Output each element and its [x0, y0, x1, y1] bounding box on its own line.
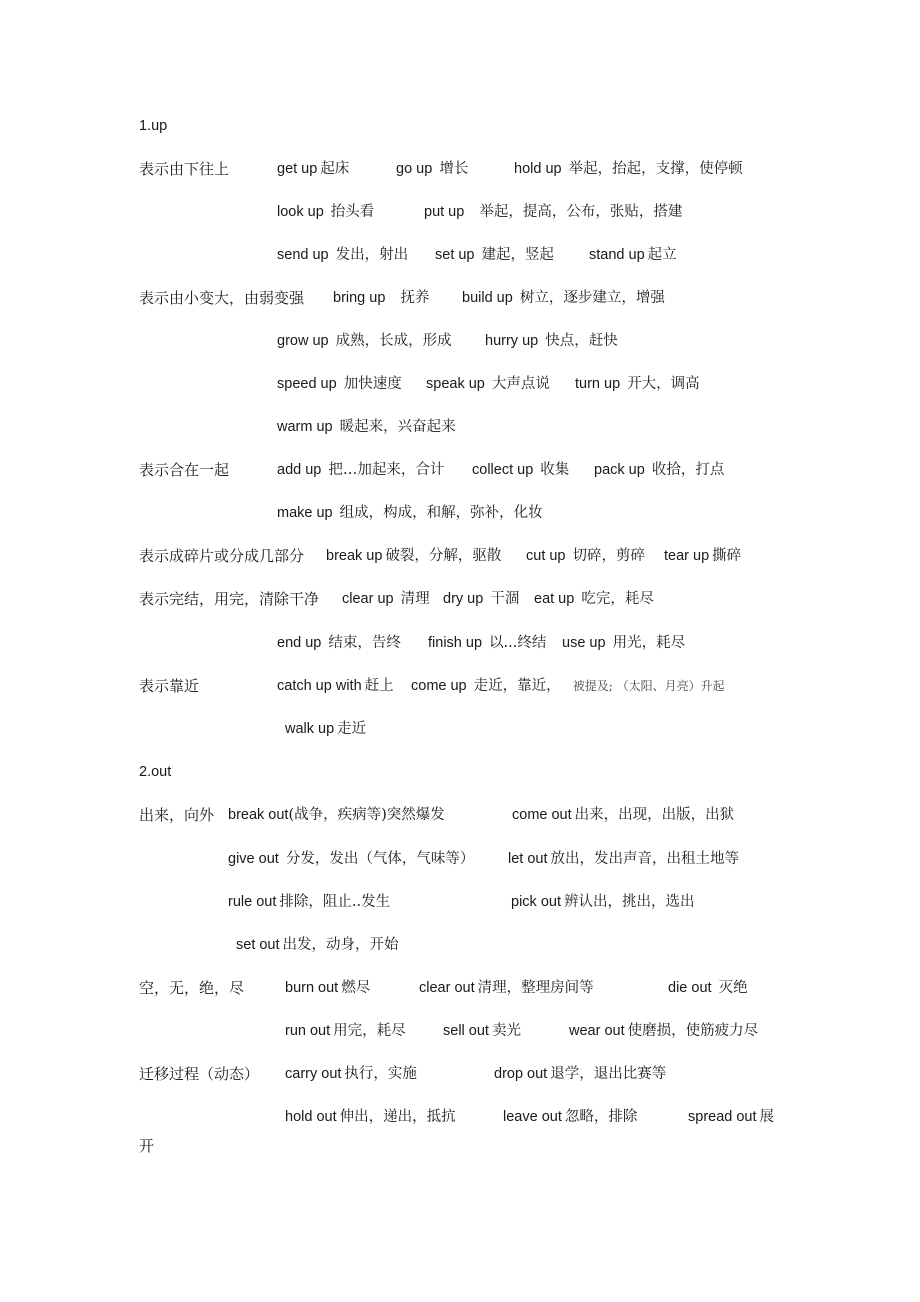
phrase-line — [277, 501, 543, 525]
phrase-line — [508, 847, 739, 871]
phrase-en: come up — [411, 678, 467, 694]
phrase-zh: 赶上 — [364, 678, 394, 694]
phrase-line — [277, 372, 402, 396]
wrapped-text: 开 — [139, 1137, 155, 1155]
phrase-line — [396, 157, 468, 181]
phrase-zh: 退学，退出比赛等 — [550, 1066, 667, 1082]
phrase-en: pack up — [594, 462, 645, 478]
phrase-line — [277, 458, 444, 482]
phrase-zh: 大声点说 — [491, 376, 550, 392]
phrase-zh: 灭绝 — [718, 980, 748, 996]
phrase-line — [228, 803, 445, 827]
phrase-en: stand up — [589, 247, 645, 263]
phrase-zh: 快点，赶快 — [545, 333, 618, 349]
category-label: 表示成碎片或分成几部分 — [139, 547, 305, 565]
phrase-line — [426, 372, 550, 396]
phrase-en: carry out — [285, 1066, 342, 1082]
phrase-zh: 开大，调高 — [627, 376, 700, 392]
phrase-zh: 抚养 — [400, 290, 430, 306]
phrase-en: pick out — [511, 894, 561, 910]
phrase-zh: 辨认出，挑出，选出 — [563, 894, 695, 910]
phrase-zh: 清理，整理房间等 — [477, 980, 594, 996]
phrase-zh: 分发，发出（气体，气味等） — [285, 851, 475, 867]
phrase-zh: 忽略，排除 — [564, 1109, 638, 1125]
phrase-en: clear out — [419, 980, 475, 996]
category-label: 空，无，绝，尽 — [139, 979, 245, 997]
phrase-zh: 走近，靠近， — [473, 678, 561, 694]
phrase-line — [277, 674, 394, 698]
phrase-line — [285, 1019, 406, 1043]
phrase-en: drop out — [494, 1066, 548, 1082]
phrase-line — [277, 329, 452, 353]
phrase-line — [285, 717, 366, 741]
category-label: 表示靠近 — [139, 677, 200, 695]
category-label: 迁移过程（动态） — [139, 1065, 260, 1083]
category-label: 表示由下往上 — [139, 160, 230, 178]
phrase-zh: 使磨损，使筋疲力尽 — [627, 1023, 759, 1039]
phrase-zh: 暖起来，兴奋起来 — [339, 419, 456, 435]
phrase-zh: 成熟，长成，形成 — [335, 333, 452, 349]
phrase-line — [569, 1019, 758, 1043]
phrase-zh: 走近 — [337, 721, 367, 737]
phrase-line — [326, 544, 501, 568]
phrase-zh: 发出，射出 — [335, 247, 409, 263]
phrase-en: wear out — [569, 1023, 625, 1039]
phrase-en: cut up — [526, 548, 566, 564]
phrase-line — [424, 200, 682, 224]
phrase-line — [342, 587, 430, 611]
phrase-zh: 切碎，剪碎 — [572, 548, 646, 564]
phrase-zh: 增长 — [439, 161, 469, 177]
phrase-line — [419, 976, 594, 1000]
phrase-zh: 收集 — [540, 462, 570, 478]
phrase-zh: 加快速度 — [343, 376, 402, 392]
phrase-line — [512, 803, 734, 827]
phrase-zh: 破裂，分解，驱散 — [385, 548, 502, 564]
phrase-en: eat up — [534, 591, 575, 607]
phrase-en: look up — [277, 204, 324, 220]
phrase-en: go up — [396, 161, 433, 177]
phrase-en: set out — [236, 937, 280, 953]
phrase-line — [228, 847, 474, 871]
phrase-zh: 树立，逐步建立，增强 — [519, 290, 665, 306]
phrase-en: use up — [562, 635, 606, 651]
phrase-en: set up — [435, 247, 475, 263]
phrase-en: hurry up — [485, 333, 539, 349]
phrase-en: finish up — [428, 635, 483, 651]
phrase-line — [514, 157, 743, 181]
phrase-zh: 放出，发出声音，出租土地等 — [550, 851, 739, 867]
phrase-zh: 卖光 — [491, 1023, 521, 1039]
phrase-en: warm up — [277, 419, 333, 435]
phrase-zh: 出来，出现，出版，出狱 — [574, 807, 735, 823]
phrase-en: rule out — [228, 894, 277, 910]
phrase-en: leave out — [503, 1109, 562, 1125]
phrase-line — [575, 372, 700, 396]
phrase-zh: 起床 — [320, 161, 350, 177]
phrase-en: bring up — [333, 290, 386, 306]
phrase-zh: 建起，竖起 — [481, 247, 555, 263]
phrase-en: tear up — [664, 548, 710, 564]
phrase-line — [277, 243, 408, 267]
phrase-line — [277, 200, 374, 224]
phrase-zh: 举起，提高，公布，张贴，搭建 — [479, 204, 683, 220]
phrase-zh: 把…加起来，合计 — [328, 462, 445, 478]
phrase-en: run out — [285, 1023, 331, 1039]
phrase-zh: 起立 — [647, 247, 677, 263]
phrase-en: make up — [277, 505, 333, 521]
phrase-en: put up — [424, 204, 465, 220]
phrase-zh: 燃尽 — [341, 980, 371, 996]
phrase-zh: 干涸 — [490, 591, 520, 607]
phrase-line — [228, 890, 390, 914]
phrase-zh: 以...终结 — [489, 635, 547, 651]
phrase-line — [526, 544, 645, 568]
section-heading-out: 2.out — [139, 764, 172, 780]
phrase-en: get up — [277, 161, 318, 177]
phrase-line — [534, 587, 654, 611]
phrase-line — [285, 1105, 456, 1129]
phrase-en: sell out — [443, 1023, 489, 1039]
phrase-zh: 收拾，打点 — [651, 462, 725, 478]
phrase-line — [511, 890, 694, 914]
section-heading-up: 1.up — [139, 118, 168, 134]
phrase-zh: 组成，构成，和解，弥补，化妆 — [339, 505, 543, 521]
phrase-zh: 举起，抬起，支撑，使停顿 — [568, 161, 743, 177]
phrase-en: die out — [668, 980, 712, 996]
phrase-zh: 展 — [759, 1109, 775, 1125]
phrase-en: let out — [508, 851, 548, 867]
phrase-line — [688, 1105, 774, 1129]
phrase-en: hold up — [514, 161, 562, 177]
phrase-en: give out — [228, 851, 279, 867]
phrase-zh: 用完，耗尽 — [333, 1023, 406, 1039]
phrase-en: break up — [326, 548, 383, 564]
phrase-line — [443, 1019, 521, 1043]
phrase-zh: 出发，动身，开始 — [282, 937, 399, 953]
phrase-en: speed up — [277, 376, 337, 392]
phrase-zh: 用光，耗尽 — [612, 635, 686, 651]
phrase-line — [428, 631, 546, 655]
phrase-zh: 排除，阻止..发生 — [279, 894, 391, 910]
phrase-zh: 吃完，耗尽 — [581, 591, 654, 607]
phrase-line — [462, 286, 665, 310]
phrase-line — [594, 458, 724, 482]
phrase-en: hold out — [285, 1109, 337, 1125]
phrase-line — [589, 243, 677, 267]
phrase-en: end up — [277, 635, 322, 651]
phrase-line — [236, 933, 399, 957]
phrase-en: send up — [277, 247, 329, 263]
phrase-line — [443, 587, 519, 611]
phrase-en: walk up — [285, 721, 335, 737]
phrase-en: burn out — [285, 980, 339, 996]
category-label: 表示合在一起 — [139, 461, 230, 479]
phrase-line — [277, 631, 401, 655]
phrase-en: break out — [228, 807, 289, 823]
phrase-en: catch up with — [277, 678, 362, 694]
phrase-line — [285, 976, 370, 1000]
phrase-en: spread out — [688, 1109, 757, 1125]
phrase-line — [285, 1062, 417, 1086]
phrase-en: add up — [277, 462, 322, 478]
phrase-en: dry up — [443, 591, 484, 607]
category-label: 表示完结，用完，清除干净 — [139, 590, 320, 608]
phrase-en: clear up — [342, 591, 394, 607]
phrase-line — [494, 1062, 666, 1086]
phrase-zh: 清理 — [400, 591, 430, 607]
phrase-zh: 撕碎 — [712, 548, 742, 564]
category-label: 出来，向外 — [139, 806, 215, 824]
phrase-en: grow up — [277, 333, 329, 349]
phrase-en: speak up — [426, 376, 485, 392]
phrase-line — [664, 544, 741, 568]
phrase-line — [333, 286, 430, 310]
phrase-line — [668, 976, 748, 1000]
category-label: 表示由小变大，由弱变强 — [139, 289, 305, 307]
phrase-line — [277, 415, 456, 439]
phrase-line — [485, 329, 618, 353]
phrase-line — [411, 674, 725, 698]
phrase-zh: 执行，实施 — [344, 1066, 417, 1082]
phrase-zh: 抬头看 — [330, 204, 375, 220]
phrase-line — [562, 631, 685, 655]
phrase-en: turn up — [575, 376, 621, 392]
phrase-line — [277, 157, 349, 181]
phrase-en: build up — [462, 290, 513, 306]
phrase-line — [472, 458, 569, 482]
phrase-line — [503, 1105, 637, 1129]
phrase-zh: (战争，疾病等)突然爆发 — [288, 807, 445, 823]
phrase-en: come out — [512, 807, 572, 823]
phrase-line — [435, 243, 554, 267]
phrase-note: 被提及; （太阳、月亮）升起 — [572, 679, 725, 693]
phrase-zh: 伸出，递出，抵抗 — [339, 1109, 456, 1125]
phrase-zh: 结束，告终 — [328, 635, 401, 651]
phrase-en: collect up — [472, 462, 534, 478]
